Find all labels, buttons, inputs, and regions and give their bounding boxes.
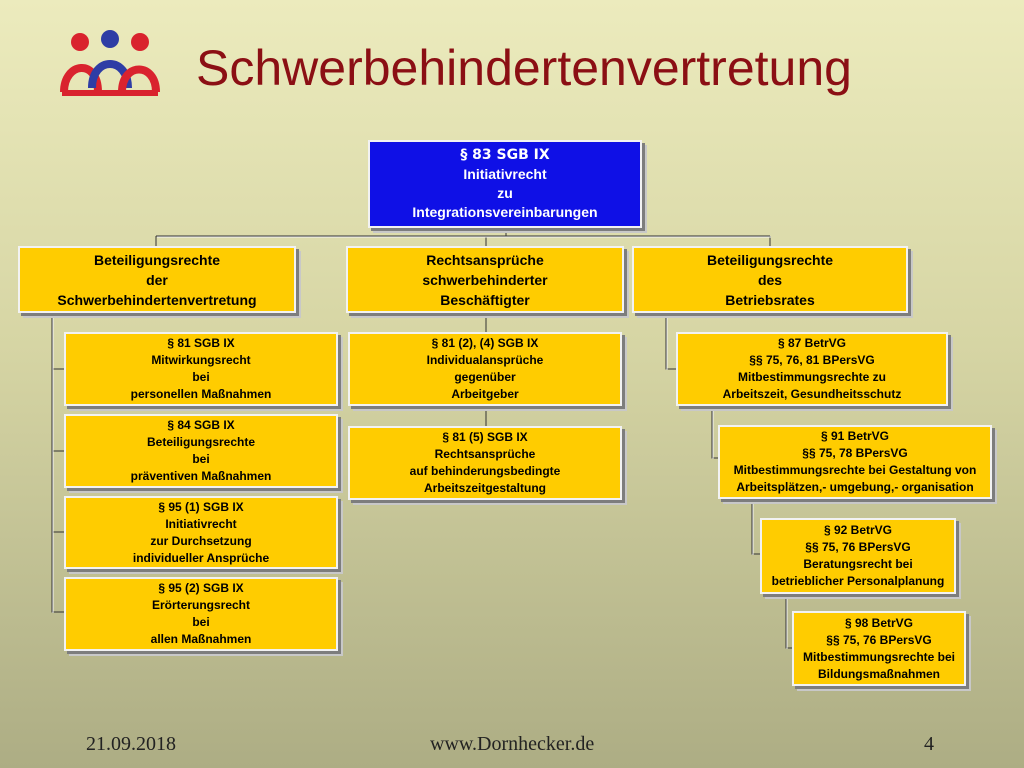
footer-date: 21.09.2018 bbox=[86, 733, 176, 755]
box-81-5-sgb-ix: § 81 (5) SGB IX Rechtsansprüche auf behinderungsbedingte Arbeitszeitgestaltung bbox=[348, 426, 622, 500]
header-beteiligungsrechte-betriebsrat: Beteiligungsrechte des Betriebsrates bbox=[632, 246, 908, 313]
box-81-sgb-ix: § 81 SGB IX Mitwirkungsrecht bei personellen Maßnahmen bbox=[64, 332, 338, 406]
box-95-2-sgb-ix: § 95 (2) SGB IX Erörterungsrecht bei allen Maßnahmen bbox=[64, 577, 338, 651]
box-92-betrvg: § 92 BetrVG §§ 75, 76 BPersVG Beratungsrecht bei betrieblicher Personalplanung bbox=[760, 518, 956, 594]
slide-title: Schwerbehindertenvertretung bbox=[196, 40, 852, 96]
box-84-sgb-ix: § 84 SGB IX Beteiligungsrechte bei präventiven Maßnahmen bbox=[64, 414, 338, 488]
box-81-2-4-sgb-ix: § 81 (2), (4) SGB IX Individualansprüche gegenüber Arbeitgeber bbox=[348, 332, 622, 406]
box-91-betrvg: § 91 BetrVG §§ 75, 78 BPersVG Mitbestimmungsrechte bei Gestaltung von Arbeitsplätzen,- umgebung,- organisation bbox=[718, 425, 992, 499]
header-rechtsansprueche: Rechtsansprüche schwerbehinderter Beschäftigter bbox=[346, 246, 624, 313]
box-95-1-sgb-ix: § 95 (1) SGB IX Initiativrecht zur Durchsetzung individueller Ansprüche bbox=[64, 496, 338, 569]
box-87-betrvg: § 87 BetrVG §§ 75, 76, 81 BPersVG Mitbestimmungsrechte zu Arbeitszeit, Gesundheitsschutz bbox=[676, 332, 948, 406]
footer-page-number: 4 bbox=[924, 733, 934, 755]
header-beteiligungsrechte-sbv: Beteiligungsrechte der Schwerbehindertenvertretung bbox=[18, 246, 296, 313]
box-initiativrecht-integration: § 83 SGB IX Initiativrecht zu Integrationsvereinbarungen bbox=[368, 140, 642, 228]
footer-url: www.Dornhecker.de bbox=[430, 733, 595, 755]
box-98-betrvg: § 98 BetrVG §§ 75, 76 BPersVG Mitbestimmungsrechte bei Bildungsmaßnahmen bbox=[792, 611, 966, 686]
